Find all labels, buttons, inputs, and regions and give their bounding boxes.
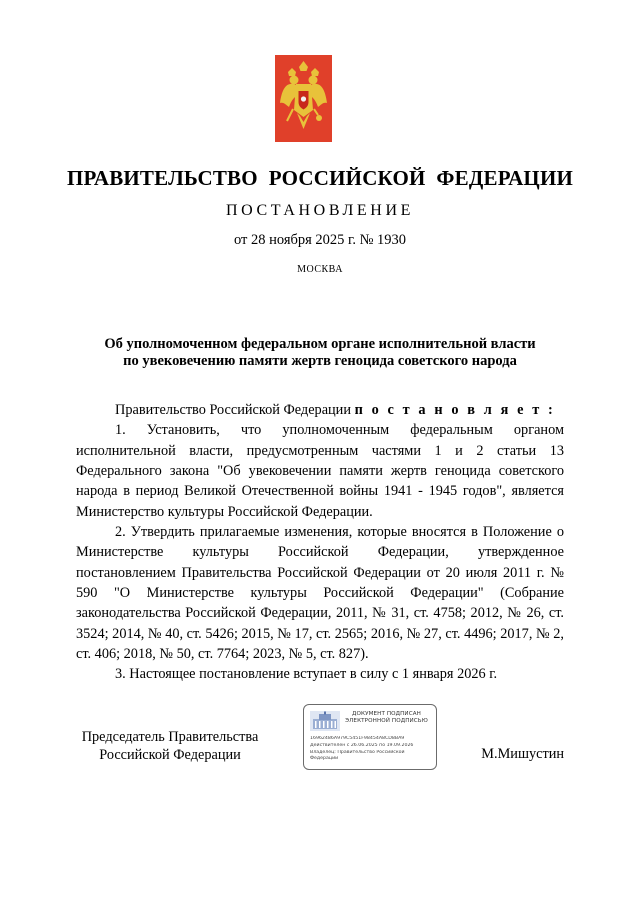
paragraph-3: 3. Настоящее постановление вступает в силу с 1 января 2026 г. (115, 666, 498, 683)
stamp-owner: Владелец: Правительство Российской Федерации (310, 750, 405, 761)
document-city: МОСКВА (297, 264, 343, 275)
document-heading-line-2: по увековечению памяти жертв геноцида советского народа (123, 353, 517, 369)
document-body (76, 400, 564, 685)
paragraph-2: 2. Утвердить прилагаемые изменения, которые вносятся в Положение о Министерстве культуры Российской Федерации, утвержденное постановлением Правительства Российской Федерации от 20 июля 2011 г. № 590 "О Министерстве культуры Российской Федерации" (Собрание законодательства Российской Федерации, 2011, № 31, ст. 4758; 2012, № 26, ст. 3524; 2014, № 40, ст. 5426; 2015, № 17, ст. 2565; 2016, № 27, ст. 4496; 2017, № 2, ст. 406; 2018, № 50, ст. 7764; 2023, № 5, ст. 827). (76, 524, 564, 663)
document-type: ПОСТАНОВЛЕНИЕ (226, 202, 414, 219)
government-title: ПРАВИТЕЛЬСТВО РОССИЙСКОЙ ФЕДЕРАЦИИ (66, 166, 574, 190)
electronic-signature-stamp (303, 704, 437, 770)
signatory-position-line-2: Российской Федерации (99, 747, 241, 763)
stamp-title-line-2: ЭЛЕКТРОННОЙ ПОДПИСЬЮ (345, 718, 428, 724)
decree-word: п о с т а н о в л я е т : (354, 402, 556, 418)
stamp-title (341, 711, 432, 725)
stamp-validity: Действителен с 26.06.2025 по 19.09.2026 (310, 743, 414, 748)
stamp-certificate: 16962486A979C5451F98454A8CD8BA9 (310, 736, 405, 741)
stamp-title-line-1: ДОКУМЕНТ ПОДПИСАН (352, 711, 421, 717)
preamble-text: Правительство Российской Федерации (115, 402, 355, 418)
signatory-name: М.Мишустин (481, 746, 564, 762)
document-heading-line-1: Об уполномоченном федеральном органе исполнительной власти (104, 336, 536, 352)
preamble-paragraph (76, 400, 564, 420)
coat-of-arms-icon (275, 55, 332, 142)
signatory-position (60, 728, 280, 764)
document-date-number: от 28 ноября 2025 г. № 1930 (233, 232, 407, 248)
government-building-icon (310, 711, 340, 731)
paragraph-1: 1. Установить, что уполномоченным федеральным органом исполнительной власти, предусмотренным частями 1 и 2 статьи 13 Федерального закона "Об увековечении памяти жертв геноцида советского народа в период Великой Отечественной войны 1941 - 1945 годов", является Министерство культуры Российской Федерации. (76, 422, 564, 520)
signatory-position-line-1: Председатель Правительства (81, 729, 259, 745)
